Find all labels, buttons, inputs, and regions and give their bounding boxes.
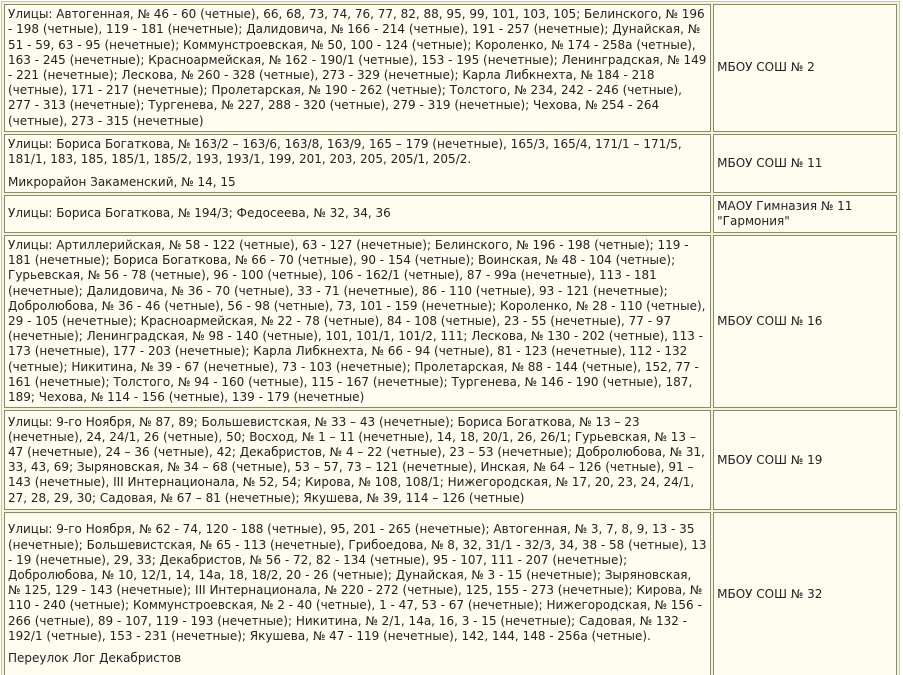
school-name: МБОУ СОШ № 16 bbox=[717, 314, 823, 329]
streets-text: Улицы: 9-го Ноября, № 87, 89; Большевистская, № 33 – 43 (нечетные); Бориса Богаткова, № 13 – 23 (нечетные), 24, 24/1, 26 (четные), 50; Восход, № 1 – 11 (нечетные), 14, 18, 20/1, 26, 26/1; Гурьевская, № 13 – 47 (нечетные), 24 – 36 (четные), 42; Декабристов, № 4 – 22 (четные), 23 – 53 (нечетные); Добролюбова, № 31, 33, 43, 69; Зыряновская, № 34 – 68 (четные), 53 – 57, 73 – 121 (нечетные), Инская, № 64 – 126 (четные), 91 – 143 (нечетные), III Интернационала, № 52, 54; Кирова, № 108, 108/1; Нижегородская, № 17, 20, 23, 24, 24/1, 27, 28, 29, 30; Садовая, № 67 – 81 (нечетные); Якушева, № 39, 114 – 126 (четные) bbox=[8, 414, 705, 505]
streets-text: Улицы: Бориса Богаткова, № 163/2 – 163/6, 163/8, 163/9, 165 – 179 (нечетные), 165/3, 165/4, 171/1 – 171/5, 181/1, 183, 185, 185/1, 185/2, 193, 193/1, 199, 201, 203, 205, 205/1, 205/2. bbox=[8, 137, 682, 167]
school-cell bbox=[713, 235, 897, 408]
streets-text: Микрорайон Закаменский, № 14, 15 bbox=[8, 174, 236, 189]
streets-cell bbox=[4, 410, 711, 510]
table-row bbox=[4, 512, 897, 675]
table-row bbox=[4, 235, 897, 408]
table-row bbox=[4, 4, 897, 132]
streets-cell bbox=[4, 134, 711, 193]
school-cell bbox=[713, 134, 897, 193]
table-row bbox=[4, 195, 897, 233]
school-name: МБОУ СОШ № 32 bbox=[717, 586, 823, 601]
school-name: МАОУ Гимназия № 11 "Гармония" bbox=[717, 198, 853, 228]
streets-cell bbox=[4, 195, 711, 233]
streets-text: Улицы: Автогенная, № 46 - 60 (четные), 66, 68, 73, 74, 76, 77, 82, 88, 95, 99, 101, 103, 105; Белинского, № 196 - 198 (четные), 119 - 181 (нечетные); Далидовича, № 166 - 214 (четные), 191 - 257 (нечетные); Дунайская, № 51 - 59, 63 - 95 (нечетные); Коммунстроевская, № 50, 100 - 124 (четные); Короленко, № 174 - 258а (четные), 163 - 245 (нечетные); Красноармейская, № 162 - 190/1 (четные), 153 - 195 (нечетные); Ленинградская, № 149 - 221 (нечетные); Лескова, № 260 - 328 (четные), 273 - 329 (нечетные); Карла Либкнехта, № 184 - 218 (четные), 171 - 217 (нечетные); Пролетарская, № 190 - 262 (четные); Толстого, № 234, 242 - 246 (четные), 277 - 313 (нечетные); Тургенева, № 227, 288 - 320 (четные), 279 - 319 (нечетные); Чехова, № 254 - 264 (четные), 273 - 315 (нечетные) bbox=[8, 7, 707, 128]
school-name: МБОУ СОШ № 11 bbox=[717, 155, 823, 170]
school-cell bbox=[713, 4, 897, 132]
school-assignment-table bbox=[1, 1, 900, 675]
school-cell bbox=[713, 512, 897, 675]
school-cell bbox=[713, 410, 897, 510]
streets-text: Переулок Лог Декабристов bbox=[8, 650, 182, 665]
streets-cell bbox=[4, 4, 711, 132]
table-row bbox=[4, 410, 897, 510]
streets-text: Улицы: Бориса Богаткова, № 194/3; Федосеева, № 32, 34, 36 bbox=[8, 206, 391, 221]
school-cell bbox=[713, 195, 897, 233]
school-name: МБОУ СОШ № 2 bbox=[717, 60, 815, 75]
streets-cell bbox=[4, 235, 711, 408]
table-row bbox=[4, 134, 897, 193]
streets-cell bbox=[4, 512, 711, 675]
school-name: МБОУ СОШ № 19 bbox=[717, 452, 823, 467]
streets-text: Улицы: Артиллерийская, № 58 - 122 (четные), 63 - 127 (нечетные); Белинского, № 196 - 198 (четные); 119 - 181 (нечетные); Бориса Богаткова, № 66 - 70 (четные), 90 - 154 (четные); Воинская, № 48 - 104 (четные); Гурьевская, № 56 - 78 (четные), 96 - 100 (четные), 106 - 162/1 (четные), 87 - 99а (нечетные), 113 - 181 (нечетные); Далидовича, № 36 - 70 (четные), 33 - 71 (нечетные), 86 - 110 (четные), 93 - 121 (нечетные); Добролюбова, № 36 - 46 (четные), 56 - 98 (четные), 73, 101 - 159 (нечетные); Короленко, № 28 - 110 (четные), 29 - 105 (нечетные); Красноармейская, № 22 - 78 (четные), 84 - 108 (четные), 23 - 55 (нечетные), 77 - 97 (нечетные); Ленинградская, № 98 - 140 (четные), 101, 101/1, 101/2, 111; Лескова, № 130 - 202 (четные), 113 - 173 (нечетные), 177 - 203 (нечетные); Карла Либкнехта, № 66 - 94 (четные), 81 - 123 (нечетные), 112 - 132 (четные); Никитина, № 39 - 67 (нечетные), 73 - 103 (нечетные); Пролетарская, № 88 - 144 (четные), 152, 77 - 161 (нечетные); Толстого, № 94 - 160 (четные), 115 - 167 (нечетные); Тургенева, № 146 - 190 (четные), 187, 189; Чехова, № 114 - 156 (четные), 139 - 179 (нечетные) bbox=[8, 238, 706, 405]
streets-text: Улицы: 9-го Ноября, № 62 - 74, 120 - 188 (четные), 95, 201 - 265 (нечетные); Автогенная, № 3, 7, 8, 9, 13 - 35 (нечетные); Большевистская, № 65 - 113 (нечетные), Грибоедова, № 8, 32, 31/1 - 32/3, 34, 38 - 58 (четные), 13 - 19 (нечетные), 29, 33; Декабристов, № 56 - 72, 82 - 134 (четные), 95 - 107, 111 - 207 (нечетные); Добролюбова, № 10, 12/1, 14, 14а, 18, 18/2, 20 - 26 (четные); Дунайская, № 3 - 15 (нечетные); Зыряновская, № 125, 129 - 143 (нечетные); III Интернационала, № 220 - 272 (четные), 125, 155 - 273 (нечетные); Кирова, № 110 - 240 (четные); Коммунстроевская, № 2 - 40 (четные), 1 - 47, 53 - 67 (нечетные); Нижегородская, № 156 - 266 (четные), 89 - 107, 119 - 193 (нечетные); Никитина, № 2/1, 14а, 16, 3 - 15 (нечетные); Садовая, № 132 - 192/1 (четные), 153 - 231 (нечетные); Якушева, № 47 - 119 (нечетные), 142, 144, 148 - 256а (четные). bbox=[8, 522, 707, 643]
